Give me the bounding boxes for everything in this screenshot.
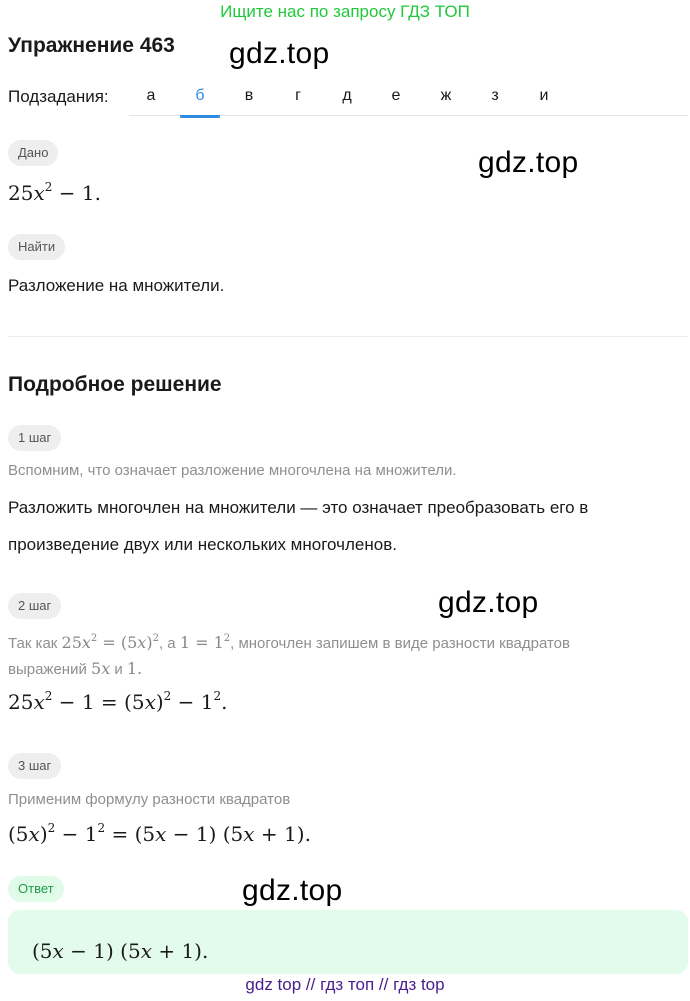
tab-z[interactable]: з <box>491 87 499 104</box>
page-title: Упражнение 463 <box>8 34 175 57</box>
tab-g[interactable]: г <box>295 87 301 104</box>
promo-banner[interactable]: Ищите нас по запросу ГДЗ ТОП <box>220 2 470 21</box>
step1-line2: произведение двух или нескольких многочленов. <box>8 535 397 554</box>
step1-body <box>8 489 668 563</box>
solution-heading: Подробное решение <box>8 373 222 396</box>
step1-chip: 1 шаг <box>8 425 61 451</box>
given-chip: Дано <box>8 140 58 166</box>
tab-a[interactable]: а <box>146 87 156 104</box>
given-expression: $25x^2 - 1$. <box>8 180 101 205</box>
subtasks-bar <box>8 84 688 116</box>
tab-d[interactable]: д <box>342 87 352 104</box>
find-text: Разложение на множители. <box>8 276 225 295</box>
answer-expression: (5x − 1) (5x + 1). <box>32 939 209 963</box>
tab-b[interactable]: б <box>180 87 220 105</box>
step3-chip: 3 шаг <box>8 753 61 779</box>
watermark: gdz.top <box>478 146 579 179</box>
step1-line1: Разложить многочлен на множители — это означает преобразовать его в <box>8 498 589 517</box>
step2-expression: $25x^2 - 1 = (5x)^2 - 1^2$. <box>8 689 228 714</box>
find-chip: Найти <box>8 234 65 260</box>
step3-expression: $(5x)^2 - 1^2 = (5x - 1) (5x + 1)$. <box>8 821 311 846</box>
step1-hint: Вспомним, что означает разложение многочлена на множители. <box>8 462 457 479</box>
tab-i[interactable]: и <box>539 87 549 104</box>
footer-links[interactable]: gdz top // гдз топ // гдз top <box>245 975 445 994</box>
answer-chip: Ответ <box>8 876 64 902</box>
watermark: gdz.top <box>438 586 539 619</box>
step2-chip: 2 шаг <box>8 593 61 619</box>
tab-v[interactable]: в <box>244 87 254 104</box>
subtask-tabs <box>129 84 688 116</box>
tab-zh[interactable]: ж <box>440 87 452 104</box>
step3-hint: Применим формулу разности квадратов <box>8 791 291 808</box>
divider <box>8 336 688 337</box>
watermark: gdz.top <box>229 37 330 70</box>
step2-hint: Так как $25x^2 = (5x)^2$, а $1 = 1^2$, многочлен запишем в виде разности квадратов выражений 5x и 1. <box>8 633 570 678</box>
tab-e[interactable]: е <box>391 87 401 104</box>
answer-box <box>8 910 688 974</box>
watermark: gdz.top <box>242 874 343 907</box>
subtasks-label: Подзадания: <box>8 87 109 106</box>
